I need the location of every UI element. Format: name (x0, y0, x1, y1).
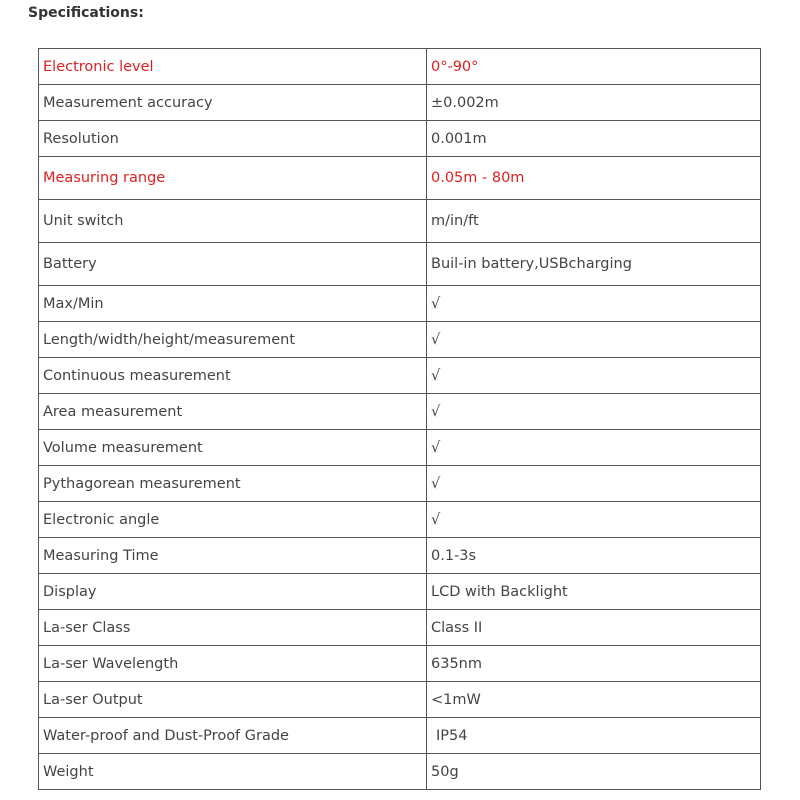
spec-value: 0.05m - 80m (427, 157, 761, 200)
spec-value: Class II (427, 610, 761, 646)
spec-label: Length/width/height/measurement (39, 322, 427, 358)
spec-value: √ (427, 394, 761, 430)
spec-value: IP54 (427, 718, 761, 754)
table-row (39, 85, 761, 121)
spec-label: Max/Min (39, 286, 427, 322)
spec-value: LCD with Backlight (427, 574, 761, 610)
table-row (39, 286, 761, 322)
spec-value: ±0.002m (427, 85, 761, 121)
spec-label: La-ser Output (39, 682, 427, 718)
table-row (39, 538, 761, 574)
table-row (39, 358, 761, 394)
spec-value: m/in/ft (427, 200, 761, 243)
spec-label: Battery (39, 243, 427, 286)
table-row (39, 200, 761, 243)
spec-label: Measuring range (39, 157, 427, 200)
spec-label: Continuous measurement (39, 358, 427, 394)
spec-value: Buil-in battery,USBcharging (427, 243, 761, 286)
spec-value: √ (427, 322, 761, 358)
spec-label: Water-proof and Dust-Proof Grade (39, 718, 427, 754)
table-row (39, 574, 761, 610)
table-row (39, 49, 761, 85)
spec-label: Resolution (39, 121, 427, 157)
spec-value: 0°-90° (427, 49, 761, 85)
spec-label: Unit switch (39, 200, 427, 243)
table-row (39, 157, 761, 200)
spec-label: Measurement accuracy (39, 85, 427, 121)
spec-value: 0.001m (427, 121, 761, 157)
spec-label: Display (39, 574, 427, 610)
spec-label: Electronic angle (39, 502, 427, 538)
table-row (39, 610, 761, 646)
spec-value: √ (427, 502, 761, 538)
table-row (39, 243, 761, 286)
table-row (39, 646, 761, 682)
spec-label: Area measurement (39, 394, 427, 430)
spec-value: √ (427, 466, 761, 502)
spec-value: <1mW (427, 682, 761, 718)
table-row (39, 322, 761, 358)
table-row (39, 121, 761, 157)
table-row (39, 718, 761, 754)
spec-value: √ (427, 286, 761, 322)
table-row (39, 430, 761, 466)
spec-label: Weight (39, 754, 427, 790)
spec-label: Measuring Time (39, 538, 427, 574)
spec-label: Volume measurement (39, 430, 427, 466)
spec-label: La-ser Wavelength (39, 646, 427, 682)
table-row (39, 682, 761, 718)
spec-value: 635nm (427, 646, 761, 682)
spec-value: 0.1-3s (427, 538, 761, 574)
spec-value: 50g (427, 754, 761, 790)
specifications-heading: Specifications: (28, 5, 144, 21)
spec-label: Electronic level (39, 49, 427, 85)
table-row (39, 394, 761, 430)
table-row (39, 502, 761, 538)
spec-value: √ (427, 430, 761, 466)
table-row (39, 466, 761, 502)
spec-label: La-ser Class (39, 610, 427, 646)
spec-label: Pythagorean measurement (39, 466, 427, 502)
specifications-table (38, 48, 761, 790)
spec-value: √ (427, 358, 761, 394)
table-row (39, 754, 761, 790)
